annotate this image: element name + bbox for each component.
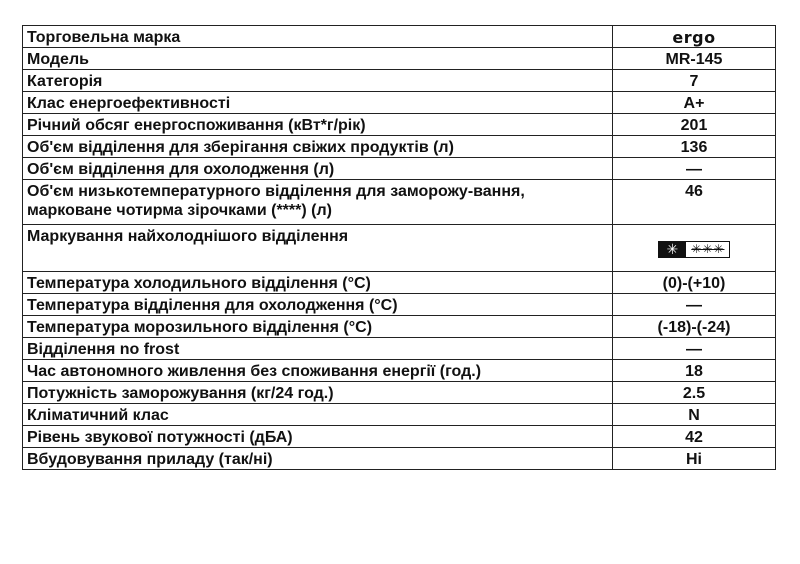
row-value: 201 bbox=[613, 114, 776, 136]
table-row bbox=[23, 426, 776, 448]
row-label: Рівень звукової потужності (дБА) bbox=[23, 426, 613, 448]
row-value: (0)-(+10) bbox=[613, 272, 776, 294]
table-row bbox=[23, 404, 776, 426]
table-row bbox=[23, 180, 776, 225]
three-star-icon: ✳✳✳ bbox=[686, 242, 729, 257]
row-label: Температура холодильного відділення (°С) bbox=[23, 272, 613, 294]
freezer-star-marking bbox=[658, 241, 731, 258]
row-label: Кліматичний клас bbox=[23, 404, 613, 426]
row-value: N bbox=[613, 404, 776, 426]
row-value: 136 bbox=[613, 136, 776, 158]
row-value: 18 bbox=[613, 360, 776, 382]
table-row bbox=[23, 338, 776, 360]
table-row bbox=[23, 158, 776, 180]
table-row bbox=[23, 360, 776, 382]
row-label: Температура морозильного відділення (°С) bbox=[23, 316, 613, 338]
specification-table bbox=[22, 25, 776, 470]
table-row bbox=[23, 92, 776, 114]
row-value: A+ bbox=[613, 92, 776, 114]
row-value bbox=[613, 225, 776, 272]
row-label: Об'єм відділення для охолодження (л) bbox=[23, 158, 613, 180]
row-value: (-18)-(-24) bbox=[613, 316, 776, 338]
row-value: 2.5 bbox=[613, 382, 776, 404]
row-label: Час автономного живлення без споживання енергії (год.) bbox=[23, 360, 613, 382]
brand-logo: ergo bbox=[613, 26, 776, 48]
row-label: Категорія bbox=[23, 70, 613, 92]
row-label: Об'єм відділення для зберігання свіжих продуктів (л) bbox=[23, 136, 613, 158]
row-label: Вбудовування приладу (так/ні) bbox=[23, 448, 613, 470]
row-value: 7 bbox=[613, 70, 776, 92]
table-row bbox=[23, 294, 776, 316]
row-label: Річний обсяг енергоспоживання (кВт*г/рік) bbox=[23, 114, 613, 136]
table-row bbox=[23, 272, 776, 294]
table-row bbox=[23, 448, 776, 470]
table-row bbox=[23, 114, 776, 136]
row-label: Об'єм низькотемпературного відділення для заморожу-вання, марковане чотирма зірочками (****) (л) bbox=[23, 180, 613, 225]
row-value: 46 bbox=[613, 180, 776, 225]
row-value: — bbox=[613, 338, 776, 360]
table-row bbox=[23, 316, 776, 338]
row-label: Потужність заморожування (кг/24 год.) bbox=[23, 382, 613, 404]
row-label: Температура відділення для охолодження (°С) bbox=[23, 294, 613, 316]
row-label: Торговельна марка bbox=[23, 26, 613, 48]
table-row bbox=[23, 48, 776, 70]
table-row bbox=[23, 70, 776, 92]
row-value: — bbox=[613, 158, 776, 180]
row-label: Маркування найхолоднішого відділення bbox=[23, 225, 613, 272]
row-label: Клас енергоефективності bbox=[23, 92, 613, 114]
row-value: MR-145 bbox=[613, 48, 776, 70]
row-label: Модель bbox=[23, 48, 613, 70]
table-row bbox=[23, 136, 776, 158]
row-value: 42 bbox=[613, 426, 776, 448]
row-value: — bbox=[613, 294, 776, 316]
row-label: Відділення no frost bbox=[23, 338, 613, 360]
row-value: Ні bbox=[613, 448, 776, 470]
table-row bbox=[23, 225, 776, 272]
star-icon: ✳ bbox=[659, 242, 687, 257]
table-row bbox=[23, 382, 776, 404]
table-row bbox=[23, 26, 776, 48]
